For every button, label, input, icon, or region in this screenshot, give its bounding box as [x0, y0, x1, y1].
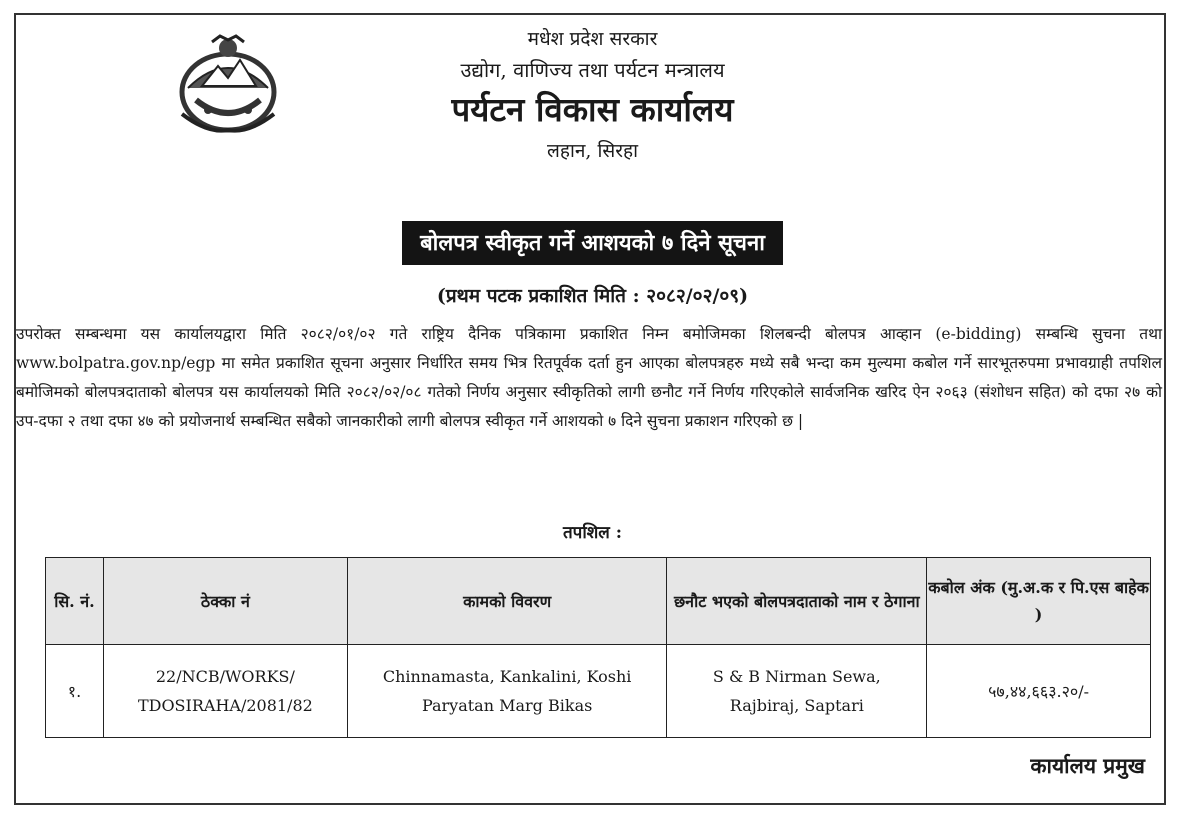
ministry-name: उद्योग, वाणिज्य तथा पर्यटन मन्त्रालय [460, 58, 725, 82]
table-header-row [46, 558, 1151, 645]
header-description: कामको विवरण [347, 558, 667, 645]
schedule-heading: तपशिल : [562, 523, 623, 543]
publication-date: (प्रथम पटक प्रकाशित मिति : २०८२/०२/०९) [436, 285, 749, 307]
notice-title: बोलपत्र स्वीकृत गर्ने आशयको ७ दिने सूचना [402, 221, 783, 265]
office-location: लहान, सिरहा [546, 140, 639, 162]
office-name: पर्यटन विकास कार्यालय [451, 90, 734, 129]
table-row [46, 645, 1151, 738]
signature-title: कार्यालय प्रमुख [1030, 753, 1145, 778]
notice-body: उपरोक्त सम्बन्धमा यस कार्यालयद्वारा मिति २०८२/०१/०२ गते राष्ट्रिय दैनिक पत्रिकामा प्रकाशित निम्न बमोजिमका शिलबन्दी बोलपत्र आव्हान (e-bidding) सम्बन्धि सुचना तथा www.bolpatra.gov.np/egp मा समेत प्रकाशित सूचना अनुसार निर्धारित समय भित्र रितपूर्वक दर्ता हुन आएका बोलपत्रहरु मध्ये सबै भन्दा कम मुल्यमा कबोल गर्ने सारभूतरुपमा प्रभावग्राही तपशिल बमोजिमको बोलपत्रदाताको बोलपत्र यस कार्यालयको मिति २०८२/०२/०८ गतेको निर्णय अनुसार स्वीकृतिको लागी छनौट गर्ने निर्णय गरिएकोले सार्वजनिक खरिद ऐन २०६३ (संशोधन सहित) को दफा २७ को उप-दफा २ तथा दफा ४७ को प्रयोजनार्थ सम्बन्धित सबैको जानकारीको लागी बोलपत्र स्वीकृत गर्ने आशयको ७ दिने सुचना प्रकाशन गरिएको छ | [16, 325, 1162, 430]
cell-contract [103, 645, 347, 738]
header-bidder: छनौट भएको बोलपत्रदाताको नाम र ठेगाना [667, 558, 927, 645]
letterhead [0, 24, 1185, 168]
bid-table [45, 557, 1151, 738]
header-sn: सि. नं. [46, 558, 104, 645]
contract-line-2: TDOSIRAHA/2081/82 [137, 696, 313, 715]
government-name: मधेश प्रदेश सरकार [527, 28, 658, 50]
header-amount: कबोल अंक (मु.अ.क र पि.एस बाहेक ) [927, 558, 1151, 645]
description-line-1: Chinnamasta, Kankalini, Koshi [382, 667, 632, 686]
bidder-line-2: Rajbiraj, Saptari [729, 696, 864, 715]
cell-amount: ५७,४४,६६३.२०/- [927, 645, 1151, 738]
cell-sn: १. [46, 645, 104, 738]
bidder-line-1: S & B Nirman Sewa, [712, 667, 881, 686]
cell-description [347, 645, 667, 738]
contract-line-1: 22/NCB/WORKS/ [155, 667, 295, 686]
description-line-2: Paryatan Marg Bikas [421, 696, 593, 715]
cell-bidder [667, 645, 927, 738]
header-contract: ठेक्का नं [103, 558, 347, 645]
